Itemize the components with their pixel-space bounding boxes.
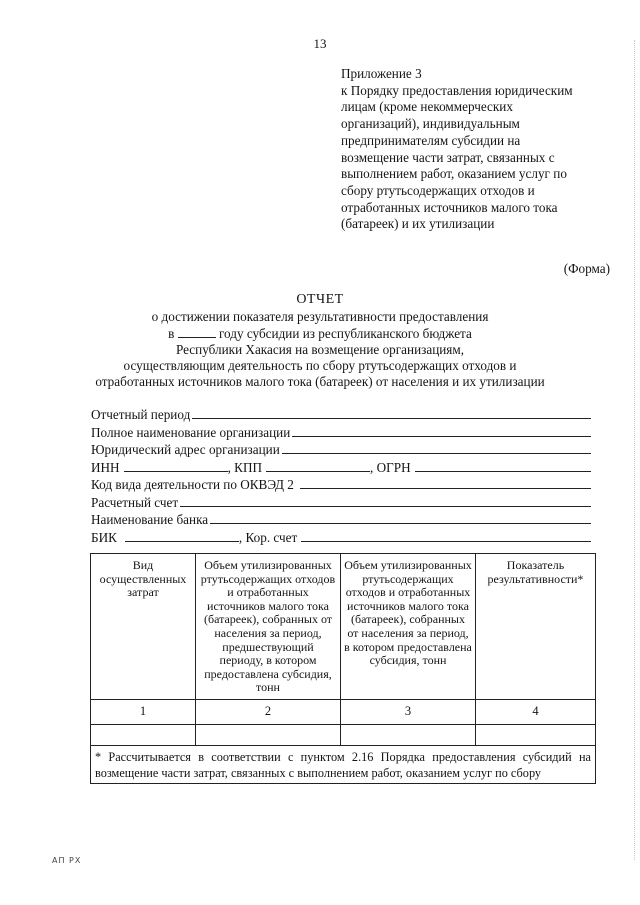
footnote-row [91, 745, 596, 783]
field-label: Полное наименование организации [91, 424, 291, 440]
column-number: 1 [91, 699, 196, 724]
appendix-line: организаций), индивидуальным [341, 116, 520, 132]
appendix-line: лицам (кроме некоммерческих [341, 99, 513, 115]
field-address [91, 441, 591, 459]
field-label: БИК [91, 529, 117, 545]
field-account [91, 494, 591, 512]
title-line: о достижении показателя результативности предоставления [151, 309, 489, 325]
field-label: , КПП [227, 459, 263, 475]
field-label: Наименование банка [91, 512, 209, 527]
footnote: * Рассчитывается в соответствии с пунктом 2.16 Порядка предоставления субсидий на возмещение части затрат, связанных с выполнением работ, оказанием услуг по сбору [91, 745, 596, 783]
inn-blank[interactable] [124, 459, 228, 472]
appendix-line: отработанных источников малого тока [341, 199, 558, 215]
footer-mark: АП РХ [52, 856, 82, 865]
page-number: 13 [313, 36, 327, 51]
field-label: ИНН [91, 459, 120, 475]
field-label: Расчетный счет [91, 494, 179, 510]
address-blank[interactable] [282, 441, 591, 454]
ogrn-blank[interactable] [415, 459, 591, 472]
field-label: Отчетный период [91, 407, 191, 422]
title-line: Республики Хакасия на возмещение организациям, [175, 341, 465, 357]
field-label: Код вида деятельности по ОКВЭД 2 [91, 477, 294, 492]
bik-blank[interactable] [125, 529, 239, 542]
field-bik-kor [91, 529, 591, 547]
full-name-blank[interactable] [292, 424, 591, 437]
column-header: Показатель результативности* [476, 554, 596, 700]
appendix-line: выполнением работ, оказанием услуг по [341, 166, 567, 182]
field-inn-kpp-ogrn [91, 459, 591, 477]
column-number-row [91, 699, 596, 724]
appendix-line: (батареек) и их утилизации [341, 216, 495, 232]
column-number: 2 [196, 699, 341, 724]
title-prefix: в [168, 325, 175, 341]
kpp-blank[interactable] [266, 459, 370, 472]
column-number: 4 [476, 699, 596, 724]
results-table [90, 553, 596, 784]
table-cell[interactable] [476, 724, 596, 745]
title-line: осуществляющим деятельность по сбору ртутьсодержащих отходов и [123, 358, 517, 374]
okved-blank[interactable] [300, 476, 591, 489]
column-number: 3 [341, 699, 476, 724]
bank-blank[interactable] [210, 511, 591, 524]
year-blank[interactable] [178, 326, 216, 338]
appendix-header [341, 66, 611, 233]
title-line-year [0, 326, 640, 342]
appendix-line: возмещение части затрат, связанных с [341, 149, 555, 165]
appendix-line: Приложение 3 [341, 66, 422, 81]
table-data-row [91, 724, 596, 745]
scan-edge-divider [634, 40, 636, 860]
column-header: Вид осуществленных затрат [91, 554, 196, 700]
kor-blank[interactable] [301, 529, 591, 542]
appendix-line: к Порядку предоставления юридическим [341, 82, 573, 98]
period-blank[interactable] [192, 406, 591, 419]
report-title-block [0, 292, 640, 391]
field-bank [91, 511, 591, 529]
table-header-row [91, 554, 596, 700]
table-cell[interactable] [91, 724, 196, 745]
column-header: Объем утилизированных ртутьсодержащих отходов и отработанных источников малого тока (батареек), собранных от населения за период, в котором предоставлена субсидия, тонн [341, 554, 476, 700]
title-suffix: году субсидии из республиканского бюджета [218, 325, 472, 341]
field-full-name [91, 424, 591, 442]
field-label: Юридический адрес организации [91, 442, 280, 457]
table-cell[interactable] [341, 724, 476, 745]
table-cell[interactable] [196, 724, 341, 745]
field-okved [91, 476, 591, 494]
field-label: , ОГРН [370, 459, 411, 475]
report-heading: ОТЧЕТ [296, 292, 344, 307]
title-line: отработанных источников малого тока (батареек) от населения и их утилизации [95, 374, 545, 390]
appendix-line: сбору ртутьсодержащих отходов и [341, 182, 535, 198]
appendix-line: предпринимателям субсидии на [341, 132, 521, 148]
account-blank[interactable] [180, 494, 591, 507]
column-header: Объем утилизированных ртутьсодержащих отходов и отработанных источников малого тока (батареек), собранных от населения за период, предшествующий периоду, в котором предоставлена субсидия, тонн [196, 554, 341, 700]
field-period [91, 406, 591, 424]
field-label: , Кор. счет [238, 529, 298, 545]
form-label: (Форма) [563, 261, 610, 276]
organization-fields [91, 406, 591, 546]
